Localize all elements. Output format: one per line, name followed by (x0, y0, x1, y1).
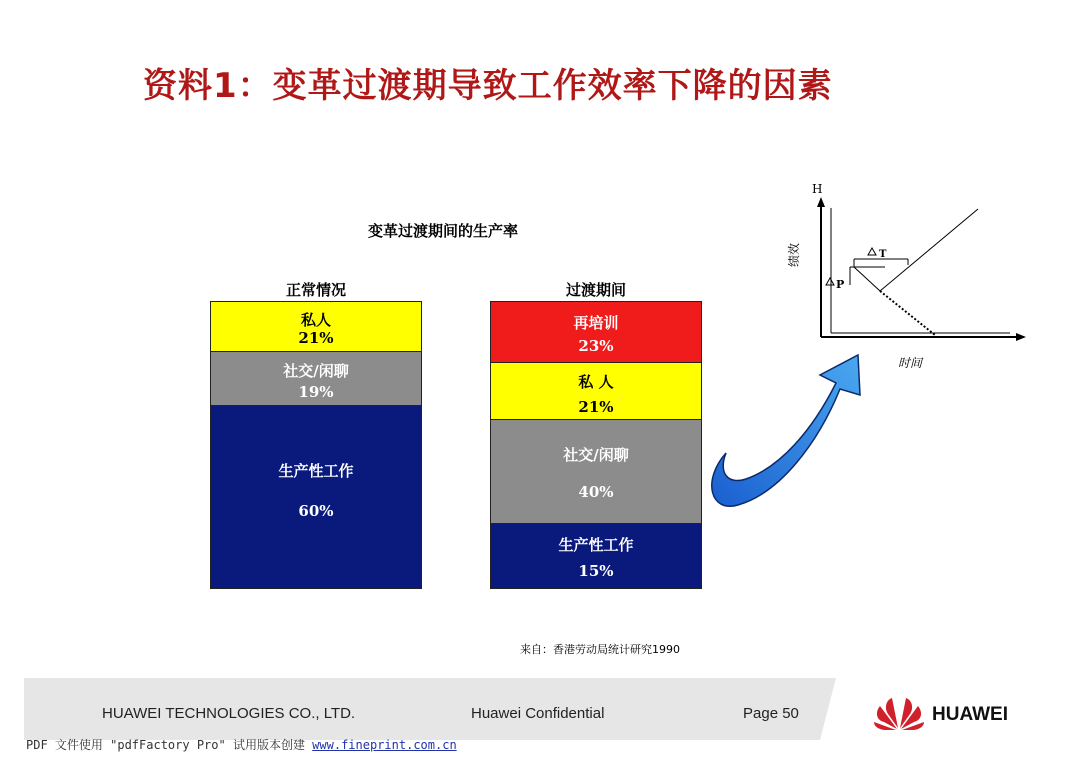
bar-segment-productive (211, 406, 421, 588)
bar-segment-private (491, 363, 701, 420)
stacked-bar-transition (490, 301, 702, 589)
y-axis-arrow-icon (817, 197, 825, 207)
segment-value: 15% (578, 562, 614, 580)
segment-label: 社交/闲聊 (563, 446, 629, 464)
y-axis-label: 绩效 (787, 242, 801, 267)
watermark-link[interactable]: www.fineprint.com.cn (312, 738, 457, 752)
huawei-logo-icon (874, 694, 924, 732)
delta-icon (868, 248, 876, 255)
bar-segment-social (211, 352, 421, 406)
segment-label: 私 人 (578, 373, 614, 391)
segment-value: 40% (578, 483, 614, 501)
pdf-watermark (26, 736, 457, 753)
performance-diagram (780, 175, 1030, 380)
y-axis-letter: H (812, 182, 823, 196)
watermark-text: PDF 文件使用 "pdfFactory Pro" 试用版本创建 (26, 738, 313, 752)
bar-segment-social (491, 420, 701, 524)
column-heading-transition: 过渡期间 (565, 281, 626, 299)
marker-p: P (836, 278, 845, 291)
stacked-bar-normal (210, 301, 422, 589)
segment-value: 21% (298, 329, 334, 347)
performance-drop-line (854, 267, 880, 291)
x-axis-label: 时间 (898, 356, 923, 370)
page-title: 资料1：变革过渡期导致工作效率下降的因素 (143, 66, 833, 106)
marker-t: T (879, 249, 887, 260)
column-heading-normal: 正常情况 (285, 281, 346, 299)
segment-value: 21% (578, 398, 614, 416)
footer-page-number: Page 50 (743, 705, 799, 722)
footer-company: HUAWEI TECHNOLOGIES CO., LTD. (102, 705, 356, 722)
chart-title: 变革过渡期间的生产率 (368, 222, 519, 240)
bar-segment-retraining (491, 302, 701, 363)
huawei-wordmark: HUAWEI (932, 704, 1008, 725)
segment-value: 19% (298, 383, 334, 401)
segment-label: 再培训 (573, 314, 619, 332)
footer-confidential: Huawei Confidential (471, 705, 605, 722)
bar-segment-productive (491, 524, 701, 588)
delta-icon (826, 278, 834, 285)
segment-value: 60% (298, 502, 334, 520)
bar-segment-private (211, 302, 421, 352)
segment-label: 社交/闲聊 (283, 362, 349, 380)
segment-label: 生产性工作 (558, 536, 634, 554)
performance-rise-line (880, 209, 978, 291)
source-note: 来自：香港劳动局统计研究1990 (520, 643, 680, 656)
segment-label: 私人 (300, 311, 331, 329)
performance-decline-dotted (880, 291, 935, 335)
segment-value: 23% (578, 337, 614, 355)
segment-label: 生产性工作 (278, 462, 354, 480)
x-axis-arrow-icon (1016, 333, 1026, 341)
